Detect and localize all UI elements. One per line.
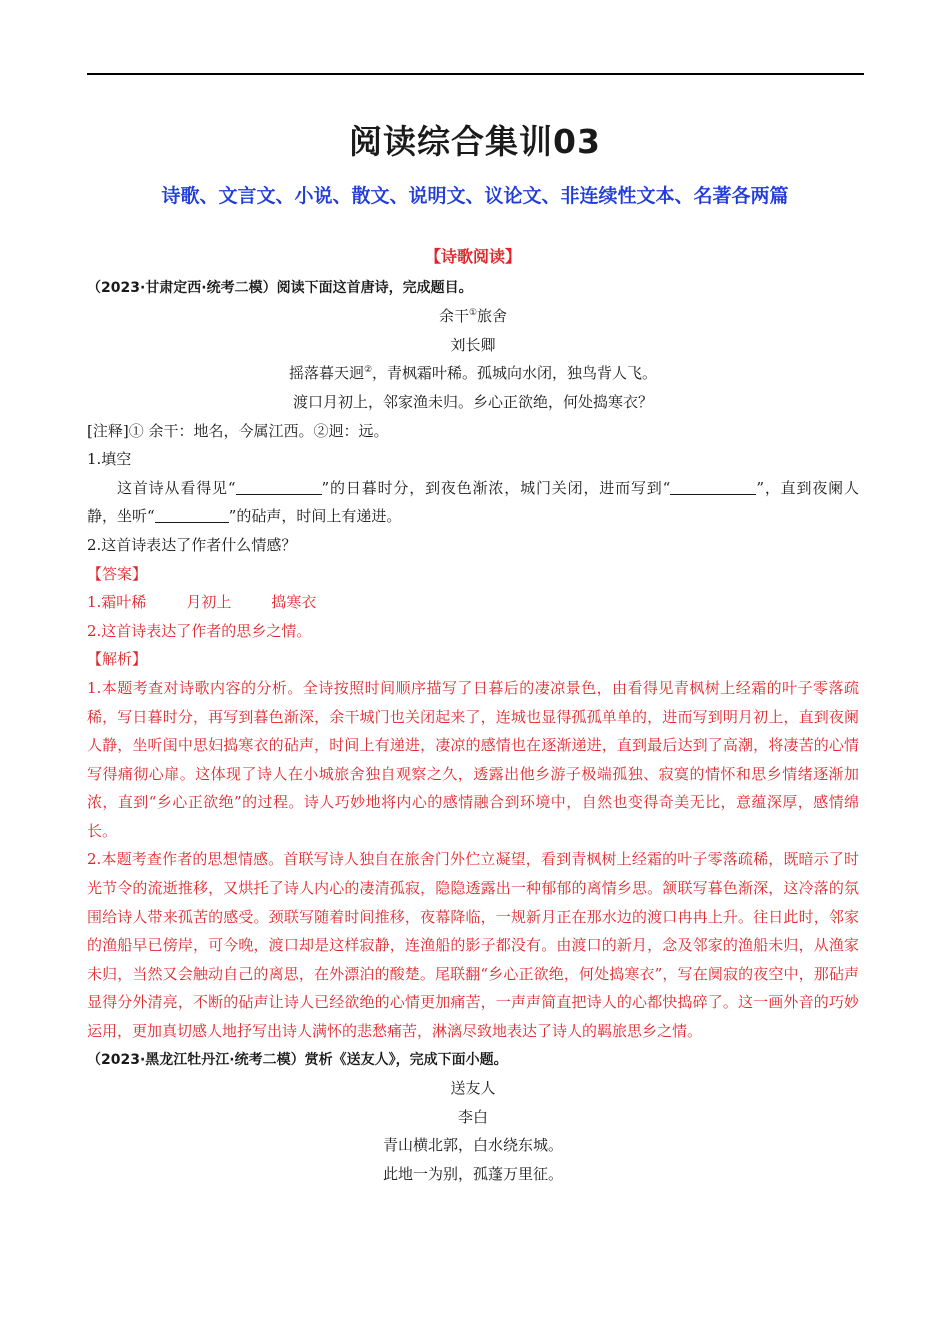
poem-author: 李白 bbox=[457, 1107, 488, 1126]
answer-line: 2.这首诗表达了作者的思乡之情。 bbox=[87, 621, 312, 640]
question-intro: （2023·甘肃定西·统考二模）阅读下面这首唐诗，完成题目。 bbox=[87, 279, 473, 296]
fill-blank-question bbox=[87, 474, 859, 531]
page-subtitle: 诗歌、文言文、小说、散文、说明文、议论文、非连续性文本、名著各两篇 bbox=[161, 185, 789, 207]
page-title: 阅读综合集训03 bbox=[349, 122, 601, 161]
document-body bbox=[87, 243, 859, 1189]
poem-line-part: 摇落暮天迥 bbox=[288, 364, 364, 383]
poem-author: 刘长卿 bbox=[450, 335, 496, 354]
footnote-marker: ① bbox=[468, 308, 478, 319]
sub-question-label: 1.填空 bbox=[87, 450, 132, 469]
question-intro: （2023·黑龙江牡丹江·统考二模）赏析《送友人》，完成下面小题。 bbox=[87, 1051, 508, 1068]
poem-title-part: 余干 bbox=[438, 307, 469, 326]
poem-line: 此地一为别，孤蓬万里征。 bbox=[382, 1165, 563, 1183]
header-rule bbox=[87, 73, 864, 75]
analysis-paragraph: 2.本题考查作者的思想情感。首联写诗人独自在旅舍门外伫立凝望，看到青枫树上经霜的叶子零落疏稀，既暗示了时光节令的流逝推移，又烘托了诗人内心的凄清孤寂，隐隐透露出一种郁郁的离情乡思。颔联写暮色渐深，这冷落的氛围给诗人带来孤苦的感受。颈联写随着时间推移，夜幕降临，一规新月正在那水边的渡口冉冉上升。往日此时，邻家的渔船早已傍岸，可今晚，渡口却是这样寂静，连渔船的影子都没有。由渡口的新月，念及邻家的渔船未归，从渔家未归，当然又会触动自己的离思，在外漂泊的酸楚。尾联翻“乡心正欲绝，何处捣寒衣”，写在阒寂的夜空中，那砧声显得分外清亮，不断的砧声让诗人已经欲绝的心情更加痛苦，一声声简直把诗人的心都快捣碎了。这一画外音的巧妙运用，更加真切感人地抒写出诗人满怀的悲愁痛苦，淋漓尽致地表达了诗人的羁旅思乡之情。 bbox=[87, 850, 859, 1041]
answer-line bbox=[87, 588, 859, 617]
answer-blank[interactable] bbox=[155, 505, 229, 523]
poem-note: [注释]① 余干：地名，今属江西。②迥：远。 bbox=[87, 421, 389, 440]
answer-item: 1.霜叶稀 bbox=[87, 593, 147, 612]
poem-line: 青山横北郭，白水绕东城。 bbox=[382, 1136, 563, 1155]
section-heading: 【诗歌阅读】 bbox=[424, 247, 521, 266]
fill-text: ”的日暮时分，到夜色渐浓，城门关闭，进而写到“ bbox=[321, 478, 671, 497]
fill-text: ”，直到夜阑人静，坐听“ bbox=[87, 478, 860, 526]
fill-text: ”的砧声，时间上有递进。 bbox=[228, 507, 402, 526]
footnote-marker: ② bbox=[363, 365, 373, 376]
answer-item: 捣寒衣 bbox=[271, 593, 317, 612]
answer-blank[interactable] bbox=[236, 477, 322, 495]
poem-line bbox=[87, 359, 859, 388]
analysis-paragraph: 1.本题考查对诗歌内容的分析。全诗按照时间顺序描写了日暮后的凄凉景色，由看得见青枫树上经霜的叶子零落疏稀，写日暮时分，再写到暮色渐深，余干城门也关闭起来了，连城也显得孤孤单单的，进而写到明月初上，直到夜阑人静，坐听闺中思妇捣寒衣的砧声，时间上有递进，凄凉的感情也在逐渐递进，直到最后达到了高潮，将凄苦的心情写得痛彻心扉。这体现了诗人在小城旅舍独自观察之久，透露出他乡游子极端孤独、寂寞的情怀和思乡情绪逐渐加浓，直到“乡心正欲绝”的过程。诗人巧妙地将内心的感情融合到环境中，自然也变得奇美无比，意蕴深厚，感情绵长。 bbox=[87, 678, 859, 840]
poem-line-part: ，青枫霜叶稀。孤城向水闭，独鸟背人飞。 bbox=[372, 364, 658, 383]
answer-label: 【答案】 bbox=[87, 564, 148, 583]
fill-text: 这首诗从看得见“ bbox=[117, 478, 236, 497]
answer-blank[interactable] bbox=[670, 477, 756, 495]
analysis-label: 【解析】 bbox=[87, 650, 148, 669]
poem-title-part: 旅舍 bbox=[477, 307, 508, 326]
answer-item: 月初上 bbox=[186, 593, 232, 612]
poem-title: 送友人 bbox=[450, 1079, 496, 1098]
poem-title bbox=[87, 302, 859, 331]
poem-line: 渡口月初上，邻家渔未归。乡心正欲绝，何处捣寒衣？ bbox=[292, 392, 653, 411]
sub-question-label: 2.这首诗表达了作者什么情感？ bbox=[87, 535, 297, 554]
